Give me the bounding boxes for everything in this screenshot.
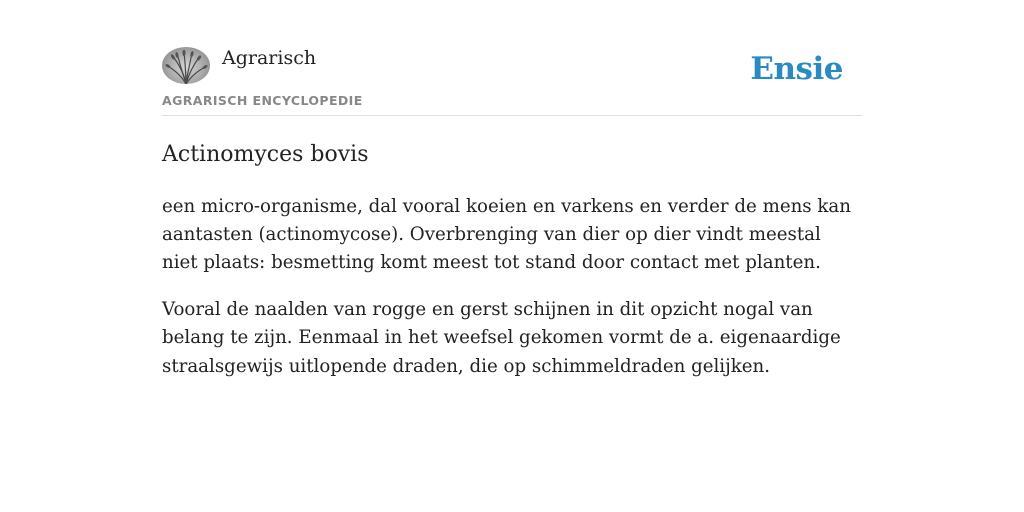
header <box>162 0 862 116</box>
source-subtitle: AGRARISCH ENCYCLOPEDIE <box>162 93 363 108</box>
source-name[interactable]: Agrarisch <box>222 47 317 69</box>
page <box>162 0 862 377</box>
brand-logo[interactable]: Ensie <box>750 51 843 87</box>
page-title: Actinomyces bovis <box>162 142 369 167</box>
wheat-logo-icon[interactable] <box>162 47 210 84</box>
paragraph: Vooral de naalden van rogge en gerst schijnen in dit opzicht nogal van belang te zijn. Eenmaal in het weefsel gekomen vormt de a. eigenaardige straalsgewijs uitlopende draden, die op schimmeldraden gelijken. <box>162 299 841 377</box>
paragraph: een micro-organisme, dal vooral koeien en varkens en verder de mens kan aantasten (actinomycose). Overbrenging van dier op dier vindt meestal niet plaats: besmetting komt meest tot stand door contact met planten. <box>162 196 851 274</box>
article-body <box>162 193 862 399</box>
